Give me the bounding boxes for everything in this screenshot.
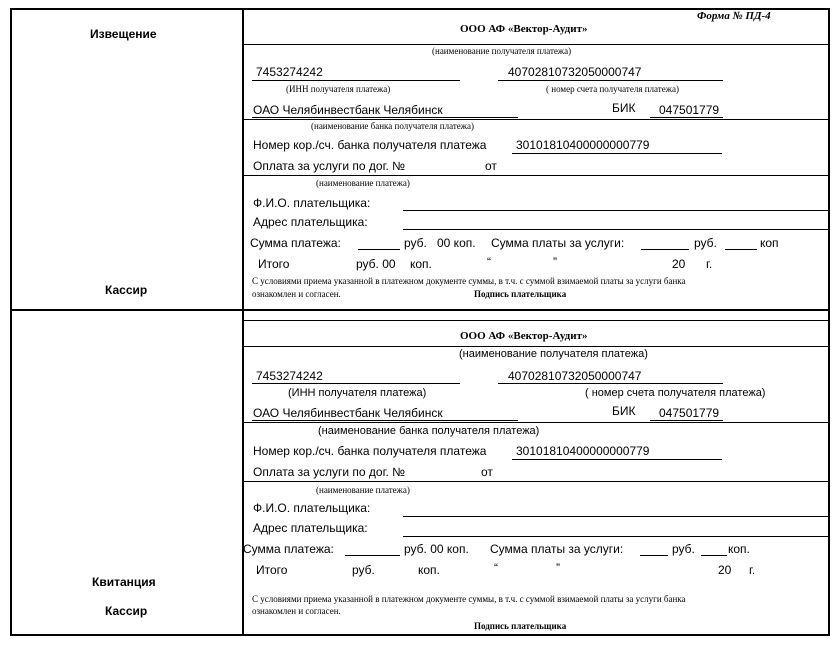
signature-label-bottom: Подпись плательщика bbox=[474, 621, 567, 631]
fee-kop-underline-top bbox=[725, 249, 757, 250]
account-caption-top: ( номер счета получателя платежа) bbox=[546, 84, 679, 94]
total-label-bottom: Итого bbox=[256, 563, 288, 577]
cashier-label-top: Кассир bbox=[105, 283, 148, 297]
inn-underline-bottom bbox=[252, 383, 460, 384]
total-label-top: Итого bbox=[258, 257, 290, 271]
bank-caption-top: (наименование банка получателя платежа) bbox=[311, 121, 474, 131]
bank-divider-bottom bbox=[244, 422, 830, 423]
bik-underline-bottom bbox=[650, 420, 723, 421]
fee-kop-bottom: коп. bbox=[728, 542, 750, 556]
bik-underline-top bbox=[650, 117, 723, 118]
payer-address-label-top: Адрес плательщика: bbox=[253, 215, 368, 229]
corr-account-top: 30101810400000000779 bbox=[516, 138, 650, 152]
from-label-bottom: от bbox=[481, 465, 493, 479]
sum-underline-top bbox=[358, 249, 400, 250]
corr-label-bottom: Номер кор./сч. банка получателя платежа bbox=[253, 444, 487, 458]
fee-label-bottom: Сумма платы за услуги: bbox=[490, 542, 624, 556]
corr-label-top: Номер кор./сч. банка получателя платежа bbox=[253, 138, 487, 152]
recipient-caption-bottom: (наименование получателя платежа) bbox=[459, 348, 648, 360]
recipient-name-top: ООО АФ «Вектор-Аудит» bbox=[460, 23, 588, 35]
account-value-bottom: 40702810732050000747 bbox=[508, 369, 642, 383]
purpose-divider-bottom bbox=[244, 481, 830, 482]
sum-underline-bottom bbox=[345, 555, 400, 556]
bik-label-bottom: БИК bbox=[612, 404, 636, 418]
fee-rub-top: руб. bbox=[694, 236, 717, 250]
bank-underline-top bbox=[252, 117, 518, 118]
consent-line2-bottom: ознакомлен и согласен. bbox=[252, 606, 341, 616]
receipt-label: Квитанция bbox=[92, 575, 156, 589]
consent-line1-bottom: С условиями приема указанной в платежном документе суммы, в т.ч. с суммой взимаемой платы за услуги банка bbox=[252, 594, 686, 604]
corr-underline-bottom bbox=[512, 459, 722, 460]
fee-rub-bottom: руб. bbox=[672, 542, 695, 556]
inn-value-top: 7453274242 bbox=[256, 65, 323, 79]
sum-rub-bottom: руб. 00 коп. bbox=[404, 542, 469, 556]
payer-address-underline-bottom bbox=[403, 536, 830, 537]
bank-name-bottom: ОАО Челябинвестбанк Челябинск bbox=[253, 406, 443, 420]
signature-label-top: Подпись плательщика bbox=[474, 289, 567, 299]
section-divider bbox=[10, 309, 830, 311]
payer-address-label-bottom: Адрес плательщика: bbox=[253, 521, 368, 535]
total-rub-top: руб. 00 bbox=[356, 257, 396, 271]
purpose-label-top: Оплата за услуги по дог. № bbox=[253, 159, 406, 173]
recipient-name-bottom: ООО АФ «Вектор-Аудит» bbox=[460, 330, 588, 342]
quote-open-top: “ bbox=[487, 255, 491, 269]
corr-underline-top bbox=[512, 153, 722, 154]
quote-open-bottom: “ bbox=[494, 561, 498, 575]
form-number: Форма № ПД-4 bbox=[697, 10, 771, 22]
recipient-underline-top bbox=[244, 44, 830, 45]
inn-underline-top bbox=[252, 80, 460, 81]
inn-caption-top: (ИНН получателя платежа) bbox=[286, 84, 391, 94]
fee-kop-underline-bottom bbox=[701, 555, 727, 556]
sum-label-top: Сумма платежа: bbox=[250, 236, 341, 250]
fee-underline-top bbox=[641, 249, 689, 250]
bik-value-top: 047501779 bbox=[659, 103, 720, 117]
payer-name-label-bottom: Ф.И.О. плательщика: bbox=[253, 501, 371, 515]
bottom-top-rule bbox=[244, 320, 830, 321]
consent-line1-top: С условиями приема указанной в платежном документе суммы, в т.ч. с суммой взимаемой платы за услуги банка bbox=[252, 276, 686, 286]
fee-label-top: Сумма платы за услуги: bbox=[491, 236, 625, 250]
bank-underline-bottom bbox=[252, 420, 518, 421]
quote-close-top: ” bbox=[553, 255, 557, 269]
payer-name-label-top: Ф.И.О. плательщика: bbox=[253, 196, 371, 210]
account-underline-bottom bbox=[498, 383, 723, 384]
corr-account-bottom: 30101810400000000779 bbox=[516, 444, 650, 458]
sum-kop-top: 00 коп. bbox=[437, 236, 476, 250]
account-caption-bottom: ( номер счета получателя платежа) bbox=[585, 387, 766, 399]
fee-kop-top: коп bbox=[760, 236, 779, 250]
inn-value-bottom: 7453274242 bbox=[256, 369, 323, 383]
recipient-underline-bottom bbox=[244, 346, 830, 347]
quote-close-bottom: ” bbox=[556, 561, 560, 575]
year-suffix-top: г. bbox=[706, 257, 713, 271]
purpose-divider-top bbox=[244, 175, 830, 176]
bank-name-top: ОАО Челябинвестбанк Челябинск bbox=[253, 103, 443, 117]
sum-label-bottom: Сумма платежа: bbox=[243, 542, 334, 556]
total-kop-top: коп. bbox=[410, 257, 432, 271]
cashier-label-bottom: Кассир bbox=[105, 604, 148, 618]
total-kop-bottom: коп. bbox=[418, 563, 440, 577]
notice-label: Извещение bbox=[90, 27, 157, 41]
year-suffix-bottom: г. bbox=[749, 563, 756, 577]
account-underline-top bbox=[498, 80, 723, 81]
bik-label-top: БИК bbox=[612, 101, 636, 115]
account-value-top: 40702810732050000747 bbox=[508, 65, 642, 79]
payer-name-underline-top bbox=[403, 210, 830, 211]
payer-address-underline-top bbox=[403, 229, 830, 230]
year-prefix-top: 20 bbox=[672, 257, 686, 271]
purpose-caption-bottom: (наименование платежа) bbox=[316, 485, 410, 495]
recipient-caption-top: (наименование получателя платежа) bbox=[432, 46, 572, 56]
bank-caption-bottom: (наименование банка получателя платежа) bbox=[318, 425, 540, 437]
consent-line2-top: ознакомлен и согласен. bbox=[252, 289, 341, 299]
bank-divider-top bbox=[244, 119, 830, 120]
fee-underline-bottom bbox=[640, 555, 668, 556]
total-rub-bottom: руб. bbox=[352, 563, 375, 577]
year-prefix-bottom: 20 bbox=[718, 563, 732, 577]
from-label-top: от bbox=[485, 159, 497, 173]
bik-value-bottom: 047501779 bbox=[659, 406, 720, 420]
purpose-caption-top: (наименование платежа) bbox=[316, 178, 410, 188]
inn-caption-bottom: (ИНН получателя платежа) bbox=[288, 387, 427, 399]
purpose-label-bottom: Оплата за услуги по дог. № bbox=[253, 465, 406, 479]
sum-rub-top: руб. bbox=[404, 236, 427, 250]
payer-name-underline-bottom bbox=[403, 516, 830, 517]
